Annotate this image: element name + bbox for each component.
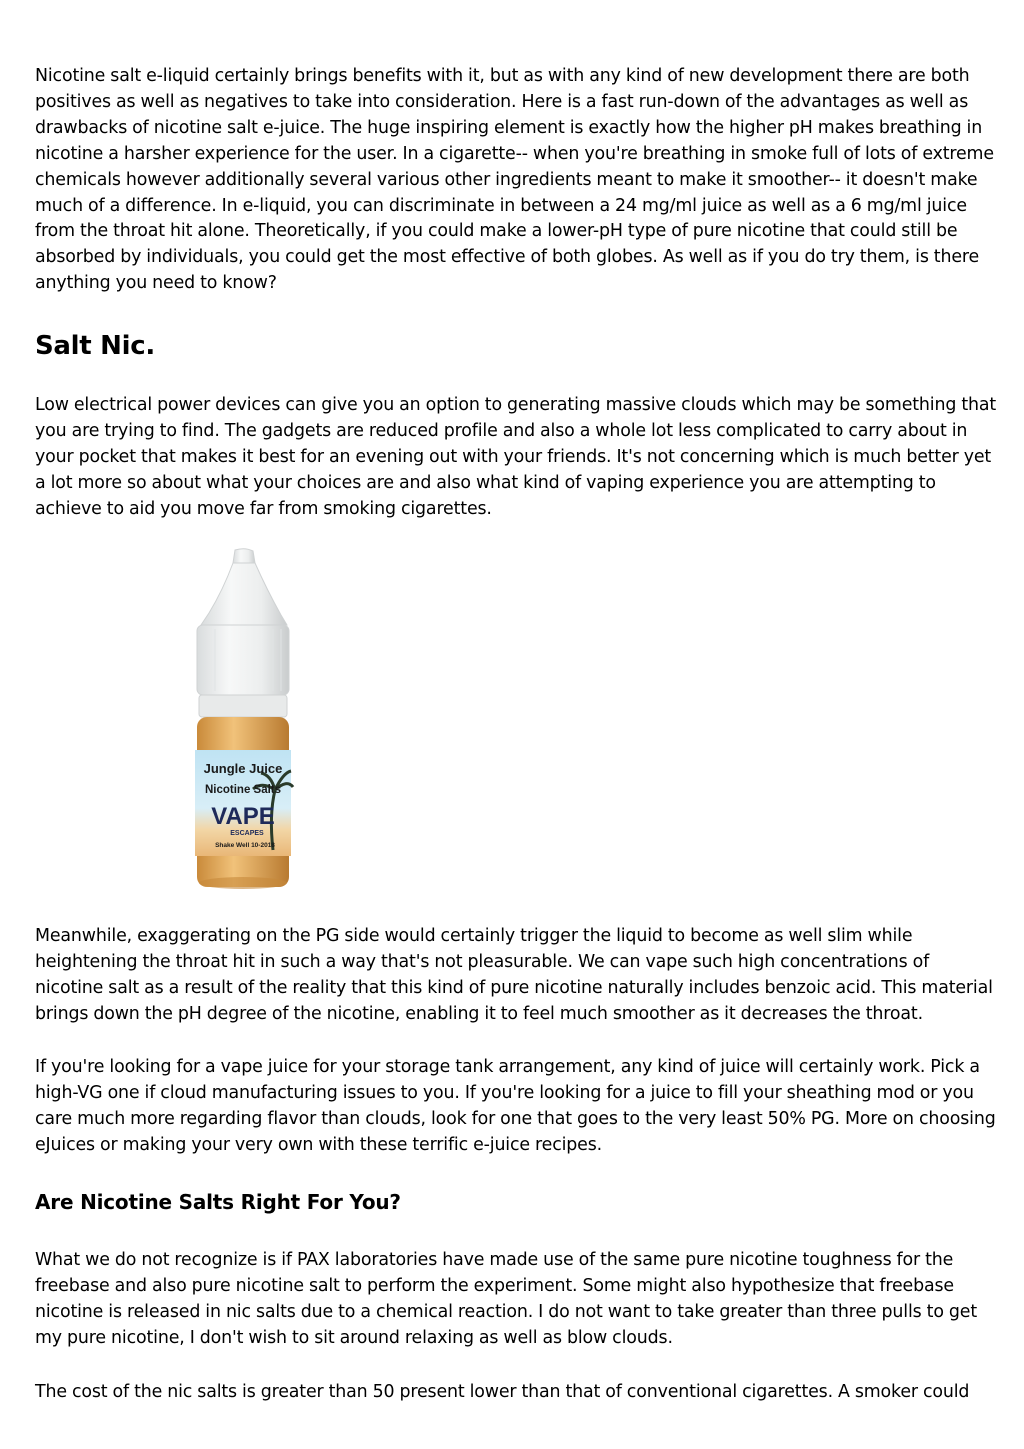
section-heading-salt-nic: Salt Nic. [35,331,155,361]
vape-juice-tank-paragraph: If you're looking for a vape juice for your storage tank arrangement, any kind of juice will certainly work. Pick a high-VG one if cloud manufacturing issues to you. If you're looking for a juice to fill your sheathing mod or you care much more regarding flavor than clouds, look for one that goes to the very least 50% PG. More on choosing eJuices or making your very own with these terrific e-juice recipes. [35,1057,996,1155]
intro-paragraph: Nicotine salt e-liquid certainly brings benefits with it, but as with any kind of new development there are both positives as well as negatives to take into consideration. Here is a fast run-down of the advantages as well as drawbacks of nicotine salt e-juice. The huge inspiring element is exactly how the higher pH makes breathing in nicotine a harsher experience for the user. In a cigarette-- when you're breathing in smoke full of lots of extreme chemicals however additionally several various other ingredients meant to make it smoother-- it doesn't make much of a difference. In e-liquid, you can discriminate in between a 24 mg/ml juice as well as a 6 mg/ml juice from the throat hit alone. Theoretically, if you could make a lower-pH type of pure nicotine that could still be absorbed by individuals, you could get the most effective of both globes. As well as if you do try them, is there anything you need to know? [35,66,994,294]
pg-side-paragraph: Meanwhile, exaggerating on the PG side would certainly trigger the liquid to become as well slim while heightening the throat hit in such a way that's not pleasurable. We can vape such high concentrations of nicotine salt as a result of the reality that this kind of pure nicotine naturally includes benzoic acid. This material brings down the pH degree of the nicotine, enabling it to feel much smoother as it decreases the throat. [35,926,993,1024]
label-sub: ESCAPES [230,830,264,837]
cost-paragraph: The cost of the nic salts is greater than 50 present lower than that of conventional cigarettes. A smoker could [35,1382,970,1402]
label-line1: Jungle Juice [203,761,283,776]
label-footer: Shake Well 10-2018 [215,842,275,849]
bottle-illustration [155,545,295,895]
nicotine-salt-bottle-image [155,545,295,895]
label-line2: Nicotine Salts [204,784,282,796]
section-heading-nicotine-salts-right: Are Nicotine Salts Right For You? [35,1190,401,1214]
low-power-devices-paragraph: Low electrical power devices can give you an option to generating massive clouds which may be something that you are trying to find. The gadgets are reduced profile and also a whole lot less complicated to carry about in your pocket that makes it best for an evening out with your friends. It's not concerning which is much better yet a lot more so about what your choices are and also what kind of vaping experience you are attempting to achieve to aid you move far from smoking cigarettes. [35,395,997,519]
pax-labs-paragraph: What we do not recognize is if PAX laboratories have made use of the same pure nicotine toughness for the freebase and also pure nicotine salt to perform the experiment. Some might also hypothesize that freebase nicotine is released in nic salts due to a chemical reaction. I do not want to take greater than three pulls to get my pure nicotine, I don't wish to sit around relaxing as well as blow clouds. [35,1250,977,1348]
label-brand: VAPE [211,803,275,830]
